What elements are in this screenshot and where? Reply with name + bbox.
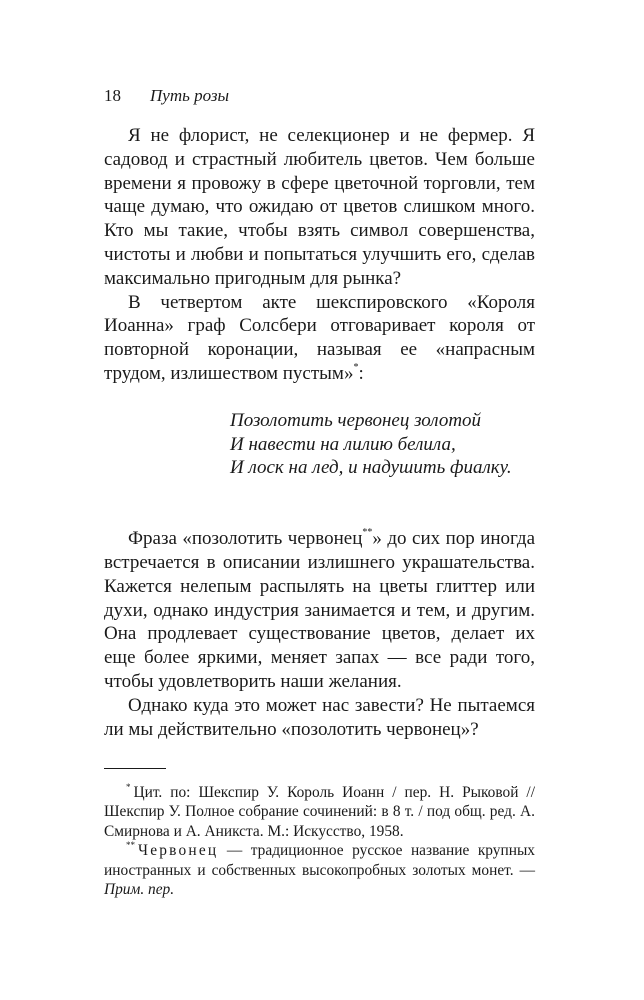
footnote-ref-1[interactable]: * [353, 361, 359, 373]
verse-line: И навести на лилию белила, [230, 433, 456, 455]
footnote-2-text: — традиционное русское название крупных иностранных и собственных высокопробных золотых монет. — [104, 842, 535, 879]
footnote-1-marker: * [126, 782, 131, 792]
footnote-2-term: Червонец [138, 842, 219, 860]
paragraph-3-rest: » до сих пор иногда встречается в описании излишнего украшательства. Кажется нелепым распылять на цветы глиттер или духи, однако индустрия занимается и тем, и другим. Она продлевает существование цветов, делает их еще более яркими, меняет запах — все ради того, чтобы удовлетворить наши желания. [104, 528, 535, 692]
footnote-1-text: Цит. по: Шекспир У. Король Иоанн / пер. Н. Рыковой // Шекспир У. Полное собрание сочинений: в 8 т. / под общ. ред. А. Смирнова и А. Аникста. М.: Искусство, 1958. [104, 784, 535, 840]
footnotes [104, 783, 535, 899]
stanza-gap [104, 503, 535, 527]
book-title: Путь розы [150, 86, 230, 105]
paragraph-2-text: В четвертом акте шекспировского «Короля Иоанна» граф Солсбери отговаривает короля от повторной коронации, называя ее «напрасным трудом, излишеством пустым» [104, 291, 535, 384]
running-head [104, 86, 229, 106]
footnote-2-marker: ** [126, 840, 135, 851]
paragraph-1: Я не флорист, не селекционер и не фермер. Я садовод и страстный любитель цветов. Чем больше времени я провожу в сфере цветочной торговли, тем чаще думаю, что ожидаю от цветов слишком много. Кто мы такие, чтобы взять символ совершенства, чистоты и любви и попытаться улучшить его, сделав максимально пригодным для рынка? [104, 125, 535, 289]
paragraph-3-start: Фраза «позолотить червонец [128, 528, 363, 550]
paragraph-2 [104, 291, 535, 386]
page-number: 18 [104, 86, 121, 105]
footnote-2-attribution: Прим. пер. [104, 881, 175, 899]
footnote-2 [104, 841, 535, 899]
verse-quote [230, 409, 535, 480]
verse-line: И лоск на лед, и надушить фиалку. [230, 457, 512, 479]
body-text [104, 124, 535, 741]
verse-line: Позолотить червонец золотой [230, 409, 482, 431]
footnote-1 [104, 783, 535, 841]
paragraph-4: Однако куда это может нас завести? Не пытаемся ли мы действительно «позолотить червонец»? [104, 694, 535, 740]
footnote-divider [104, 768, 166, 769]
paragraph-3 [104, 527, 535, 694]
paragraph-2-end: : [358, 362, 364, 384]
footnote-ref-2[interactable]: ** [362, 527, 373, 539]
